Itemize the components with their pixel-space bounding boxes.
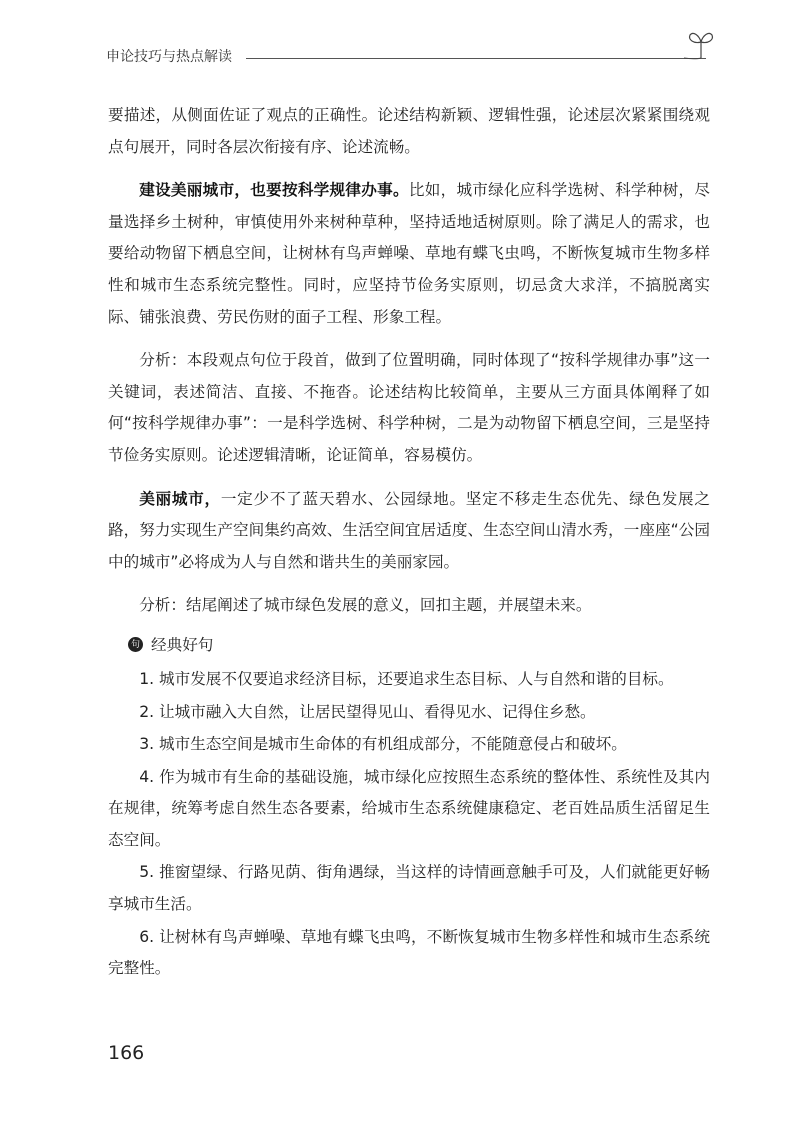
running-header [106, 46, 718, 70]
conclusion-body: 一定少不了蓝天碧水、公园绿地。坚定不移走生态优先、绿色发展之路，努力实现生产空间集约高效、生活空间宜居适度、生态空间山清水秀，一座座“公园中的城市”必将成为人与自然和谐共生的美丽家园。 [108, 489, 710, 571]
argument-lead-sentence: 建设美丽城市，也要按科学规律办事。 [139, 181, 409, 200]
list-item: 6. 让树林有鸟声蝉噪、草地有蝶飞虫鸣，不断恢复城市生物多样性和城市生态系统完整性。 [108, 927, 710, 978]
paragraph-analysis-1: 分析：本段观点句位于段首，做到了位置明确，同时体现了“按科学规律办事”这一关键词，表述简洁、直接、不拖沓。论述结构比较简单，主要从三方面具体阐释了如何“按科学规律办事”：一是科学选树、科学种树，二是为动物留下栖息空间，三是坚持节俭务实原则。论述逻辑清晰，论证简单，容易模仿。 [108, 351, 710, 464]
section-title: 经典好句 [151, 635, 214, 654]
paragraph-argument-1 [108, 175, 710, 333]
paragraph-analysis-2: 分析：结尾阐述了城市绿色发展的意义，回扣主题，并展望未来。 [139, 596, 592, 615]
book-badge-icon: 句 [128, 637, 143, 652]
paragraph-conclusion [108, 484, 710, 579]
list-item: 5. 推窗望绿、行路见荫、街角遇绿，当这样的诗情画意触手可及，人们就能更好畅享城市生活。 [108, 863, 710, 914]
header-rule [246, 58, 706, 59]
list-item: 3. 城市生态空间是城市生命体的有机组成部分，不能随意侵占和破坏。 [139, 735, 627, 754]
section-heading [128, 630, 710, 660]
sprout-icon [684, 30, 718, 60]
conclusion-lead: 美丽城市， [139, 489, 221, 508]
page-number: 166 [108, 1042, 145, 1064]
list-item: 4. 作为城市有生命的基础设施，城市绿化应按照生态系统的整体性、系统性及其内在规律，统筹考虑自然生态各要素，给城市生态系统健康稳定、老百姓品质生活留足生态空间。 [108, 767, 710, 849]
list-item: 2. 让城市融入大自然，让居民望得见山、看得见水、记得住乡愁。 [139, 702, 596, 721]
page-body [108, 100, 710, 986]
list-item: 1. 城市发展不仅要追求经济目标，还要追求生态目标、人与自然和谐的目标。 [139, 669, 674, 688]
running-header-title: 申论技巧与热点解读 [106, 49, 232, 65]
paragraph-continuation: 要描述，从侧面佐证了观点的正确性。论述结构新颖、逻辑性强，论述层次紧紧围绕观点句展开，同时各层次衔接有序、论述流畅。 [108, 106, 710, 156]
argument-body: 比如，城市绿化应科学选树、科学种树，尽量选择乡土树种，审慎使用外来树种草种，坚持适地适树原则。除了满足人的需求，也要给动物留下栖息空间，让树林有鸟声蝉噪、草地有蝶飞虫鸣，不断恢复城市生物多样性和城市生态系统完整性。同时，应坚持节俭务实原则，切忌贪大求洋，不搞脱离实际、铺张浪费、劳民伤财的面子工程、形象工程。 [108, 181, 710, 326]
classic-sentences-list [108, 664, 710, 985]
